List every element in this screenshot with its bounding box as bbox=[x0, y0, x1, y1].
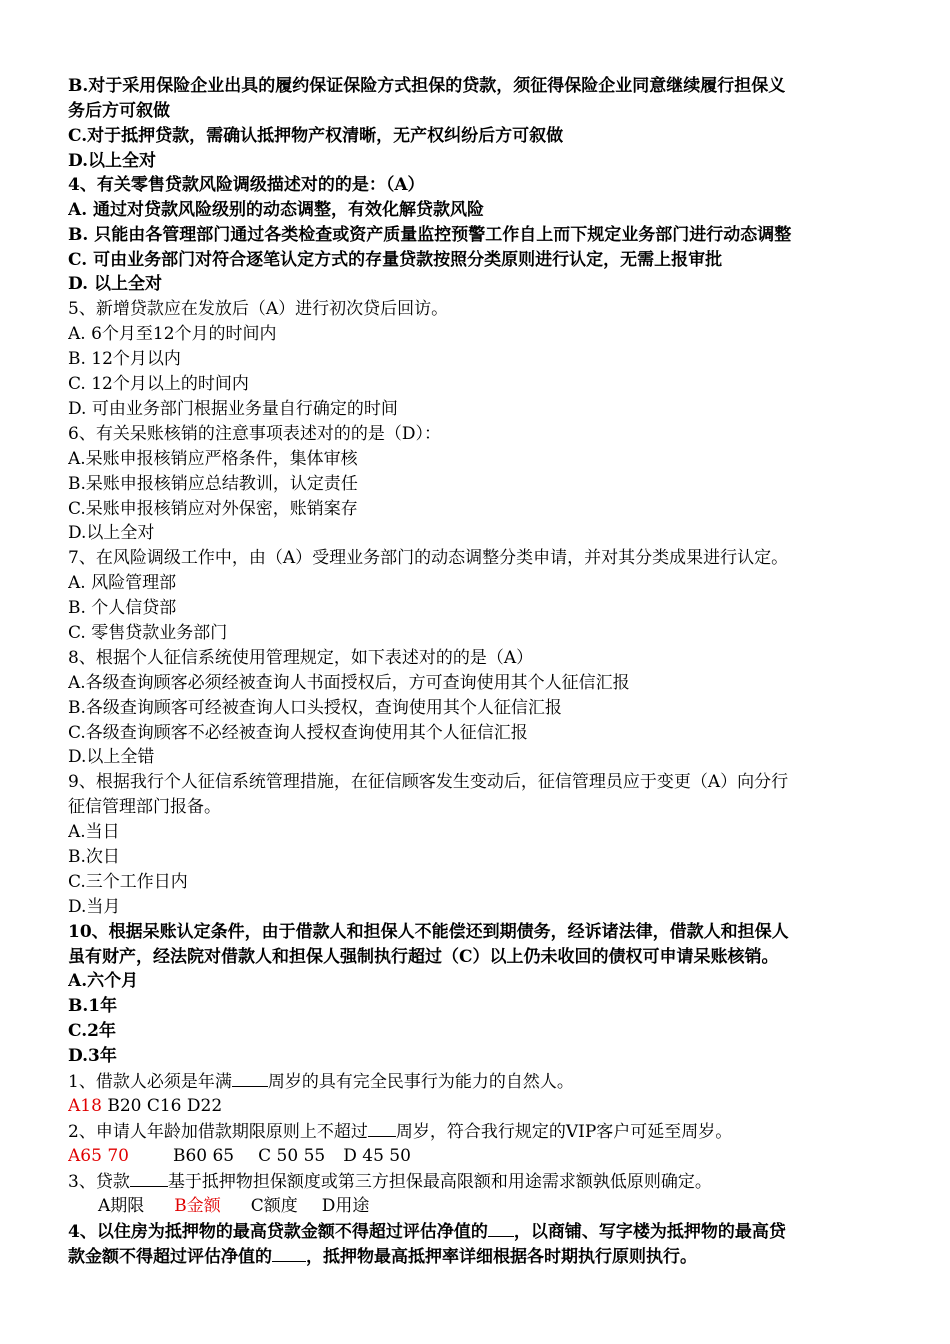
option-line: A.各级查询顾客必须经被查询人书面授权后，方可查询使用其个人征信汇报 bbox=[68, 673, 630, 693]
question-7-title: 7、在风险调级工作中，由（A）受理业务部门的动态调整分类申请，并对其分类成果进行认定。 bbox=[68, 548, 789, 568]
text-line: 虽有财产，经法院对借款人和担保人强制执行超过（C）以上仍未收回的债权可申请呆账核销。 bbox=[68, 947, 779, 967]
option-line: C.三个工作日内 bbox=[68, 872, 188, 892]
question-text: 周岁，符合我行规定的VIP客户可延至周岁。 bbox=[395, 1122, 733, 1142]
question-9-title: 9、根据我行个人征信系统管理措施，在征信顾客发生变动后，征信管理员应于变更（A）向分行 bbox=[68, 772, 789, 792]
option-line: A.呆账申报核销应严格条件，集体审核 bbox=[68, 449, 358, 469]
fill-question-4 bbox=[68, 1219, 883, 1245]
option-line: C.2年 bbox=[68, 1021, 116, 1041]
blank bbox=[368, 1119, 396, 1137]
question-text: ，抵押物最高抵押率详细根据各时期执行原则执行。 bbox=[306, 1247, 697, 1267]
option-line: D. 可由业务部门根据业务量自行确定的时间 bbox=[68, 399, 398, 419]
option-line: C. 12个月以上的时间内 bbox=[68, 374, 249, 394]
option-line: B. 只能由各管理部门通过各类检查或资产质量监控预警工作自上而下规定业务部门进行动态调整 bbox=[68, 225, 792, 245]
fill-question-4-cont bbox=[68, 1244, 883, 1270]
blank bbox=[488, 1219, 514, 1237]
option-line: B.1年 bbox=[68, 996, 118, 1016]
text-line: B.对于采用保险企业出具的履约保证保险方式担保的贷款，须征得保险企业同意继续履行担保义 bbox=[68, 76, 786, 96]
fill-question-3-options bbox=[68, 1194, 883, 1219]
question-text: 2、申请人年龄加借款期限原则上不超过 bbox=[68, 1122, 368, 1142]
fill-question-1 bbox=[68, 1069, 883, 1095]
options-text: B20 C16 D22 bbox=[107, 1096, 223, 1116]
option: D 45 50 bbox=[343, 1146, 411, 1166]
option-line: B.次日 bbox=[68, 847, 120, 867]
question-text: 周岁的具有完全民事行为能力的自然人。 bbox=[267, 1072, 574, 1092]
option-line: B. 个人信贷部 bbox=[68, 598, 177, 618]
fill-question-3 bbox=[68, 1169, 883, 1195]
answer-option: A18 bbox=[68, 1096, 102, 1116]
option-line: A.当日 bbox=[68, 822, 120, 842]
option-line: A. 通过对贷款风险级别的动态调整，有效化解贷款风险 bbox=[68, 200, 485, 220]
text-line: C.对于抵押贷款，需确认抵押物产权清晰，无产权纠纷后方可叙做 bbox=[68, 126, 564, 146]
option-line: B. 12个月以内 bbox=[68, 349, 181, 369]
option-line: D. 以上全对 bbox=[68, 274, 162, 294]
text-line: D.以上全对 bbox=[68, 151, 157, 171]
option-line: C. 零售贷款业务部门 bbox=[68, 623, 228, 643]
blank bbox=[130, 1169, 168, 1187]
question-5-title: 5、新增贷款应在发放后（A）进行初次贷后回访。 bbox=[68, 299, 449, 319]
question-text: 1、借款人必须是年满 bbox=[68, 1072, 232, 1092]
option-line: D.3年 bbox=[68, 1046, 117, 1066]
option: B60 65 bbox=[172, 1146, 235, 1166]
blank bbox=[272, 1244, 306, 1262]
fill-question-1-options bbox=[68, 1094, 883, 1119]
option-line: B.各级查询顾客可经被查询人口头授权，查询使用其个人征信汇报 bbox=[68, 698, 562, 718]
option-line: B.呆账申报核销应总结教训，认定责任 bbox=[68, 474, 358, 494]
question-text: 款金额不得超过评估净值的 bbox=[68, 1247, 272, 1267]
question-text: 4、以住房为抵押物的最高贷款金额不得超过评估净值的 bbox=[68, 1222, 488, 1242]
answer-option: B金额 bbox=[174, 1196, 221, 1216]
question-text: ，以商铺、写字楼为抵押物的最高贷 bbox=[513, 1222, 786, 1242]
option-line: C. 可由业务部门对符合逐笔认定方式的存量贷款按照分类原则进行认定，无需上报审批 bbox=[68, 250, 723, 270]
question-8-title: 8、根据个人征信系统使用管理规定，如下表述对的的是（A） bbox=[68, 648, 534, 668]
question-4-title: 4、有关零售贷款风险调级描述对的的是：（A） bbox=[68, 175, 425, 195]
option: C 50 55 bbox=[258, 1146, 326, 1166]
blank bbox=[232, 1069, 268, 1087]
question-10-title: 10、根据呆账认定条件，由于借款人和担保人不能偿还到期债务，经诉诸法律，借款人和担保人 bbox=[68, 922, 789, 942]
option: A期限 bbox=[98, 1196, 145, 1216]
option: D用途 bbox=[321, 1196, 370, 1216]
question-text: 基于抵押物担保额度或第三方担保最高限额和用途需求额孰低原则确定。 bbox=[167, 1172, 712, 1192]
option-line: D.当月 bbox=[68, 897, 121, 917]
text-line: 务后方可叙做 bbox=[68, 101, 170, 121]
fill-question-2 bbox=[68, 1119, 883, 1145]
option-line: D.以上全错 bbox=[68, 747, 155, 767]
option: C额度 bbox=[250, 1196, 298, 1216]
text-line: 征信管理部门报备。 bbox=[68, 797, 221, 817]
question-text: 3、贷款 bbox=[68, 1172, 130, 1192]
question-6-title: 6、有关呆账核销的注意事项表述对的的是（D）： bbox=[68, 424, 441, 444]
answer-option: A65 70 bbox=[68, 1146, 129, 1166]
option-line: C.呆账申报核销应对外保密，账销案存 bbox=[68, 499, 358, 519]
option-line: A.六个月 bbox=[68, 971, 139, 991]
option-line: A. 6个月至12个月的时间内 bbox=[68, 324, 277, 344]
option-line: D.以上全对 bbox=[68, 523, 155, 543]
option-line: C.各级查询顾客不必经被查询人授权查询使用其个人征信汇报 bbox=[68, 723, 528, 743]
option-line: A. 风险管理部 bbox=[68, 573, 177, 593]
fill-question-2-options bbox=[68, 1144, 883, 1169]
